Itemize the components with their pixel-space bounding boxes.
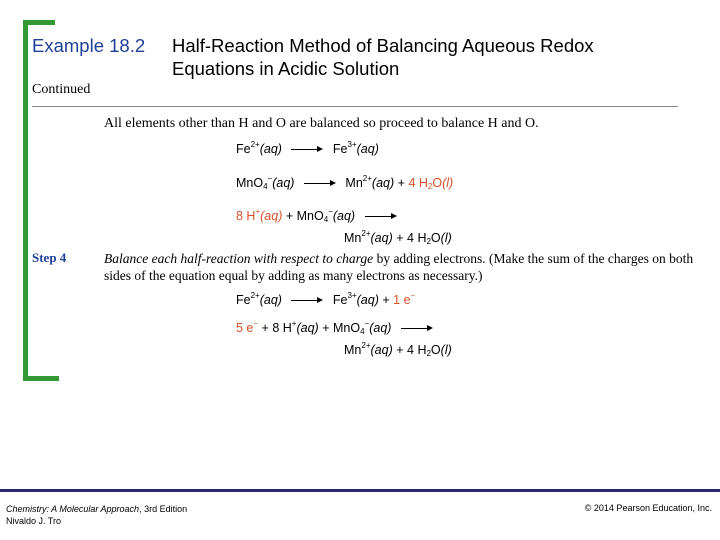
footer-copyright: © 2014 Pearson Education, Inc. [584, 503, 712, 513]
footer-bar [0, 489, 720, 492]
equation-b1: $Fe^{2+}(aq) Fe^{3+}(aq) + 1$ e− [236, 291, 416, 307]
equation-b2: 5 e− + 8 H+(aq) + MnO$_4$−(aq) [236, 319, 439, 336]
step-instruction: Balance each half-reaction with respect to charge by adding electrons. (Make the sum of the charges on both sides of the equation equal by adding as many electrons as necessary.) [104, 251, 694, 283]
green-bracket-vertical [23, 20, 28, 380]
reaction-arrow-icon [401, 325, 433, 333]
example-number: Example 18.2 [32, 35, 146, 56]
divider [32, 106, 678, 107]
continued-label: Continued [32, 82, 91, 97]
added-electron: 1 e− [393, 291, 416, 307]
intro-text: All elements other than H and O are balanced so proceed to balance H and O. [104, 116, 539, 131]
equation-a1: $Fe^{2+}(aq)$ $Fe^{3+}(aq)$ [236, 140, 379, 156]
footer-citation: Chemistry: A Molecular Approach, 3rd Edition Nivaldo J. Tro [6, 504, 188, 526]
reaction-arrow-icon [291, 146, 323, 154]
green-bracket-bottom [23, 376, 59, 381]
equation-a3: 8 H+(aq) + MnO$_4$−(aq) [236, 207, 403, 224]
reaction-arrow-icon [291, 297, 323, 305]
title-line-1: Half-Reaction Method of Balancing Aqueous Redox [172, 35, 594, 56]
step-label: Step 4 [32, 250, 67, 265]
title-line-2: Equations in Acidic Solution [172, 58, 400, 79]
equation-a3-products: $Mn^{2+}(aq) + 4$ $H_2O(l)$ [344, 229, 452, 246]
added-electrons: 5 e− [236, 319, 259, 335]
reaction-arrow-icon [365, 213, 397, 221]
green-bracket-top [23, 20, 55, 25]
equation-b2-products: $Mn^{2+}(aq) + 4$ $H_2O(l)$ [344, 341, 452, 358]
added-water: 4 $H_2O(l)$ [408, 176, 454, 191]
added-hydrogen: 8 H+(aq) [236, 207, 283, 223]
equation-a2: MnO$_4$−(aq) $Mn^{2+}(aq) + 4$ $H_2O(l)$ [236, 174, 454, 191]
reaction-arrow-icon [304, 180, 336, 188]
